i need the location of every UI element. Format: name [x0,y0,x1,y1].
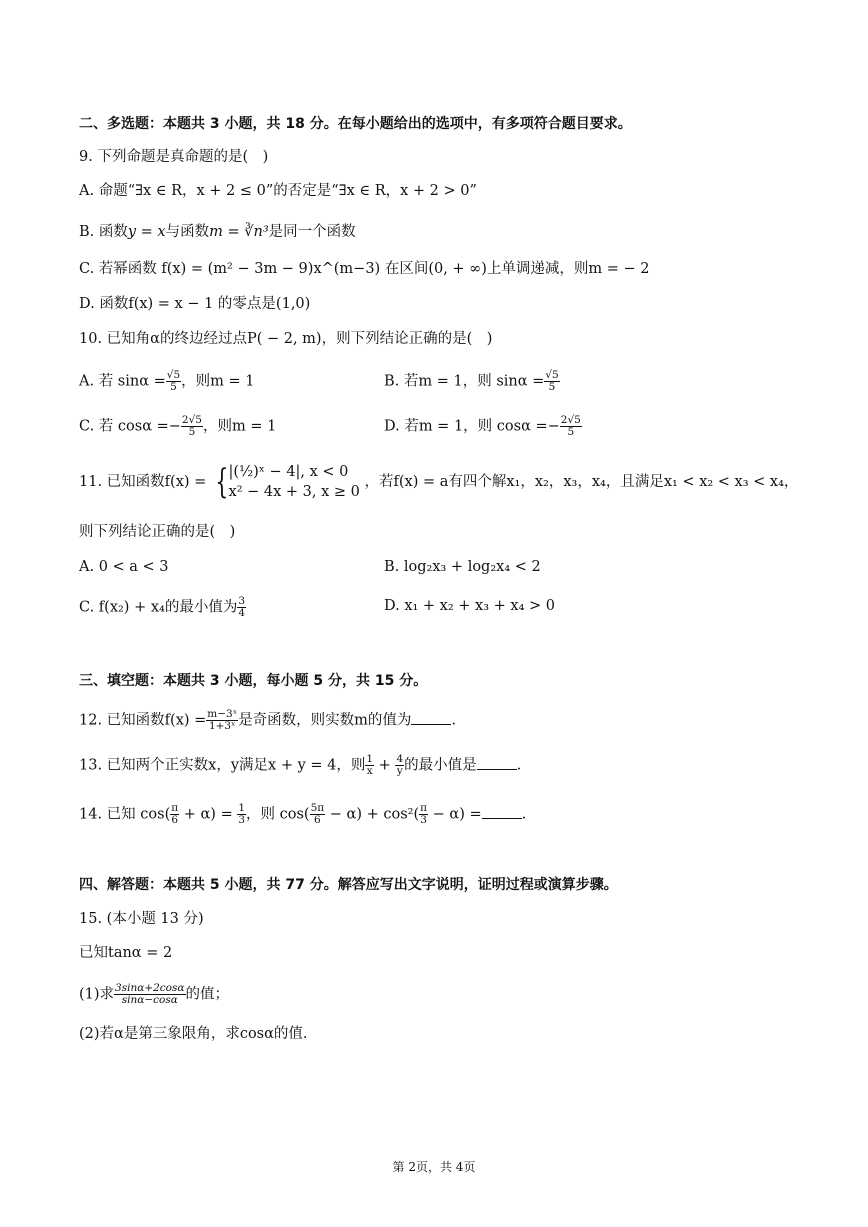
q13-fraction-2 [395,754,404,777]
q11-option-d: D. x₁ + x₂ + x₃ + x₄ > 0 [384,598,555,614]
q14-f4-num: π [420,802,428,814]
q14-end: . [521,806,527,823]
q11-option-b: B. log₂x₃ + log₂x₄ < 2 [384,559,541,575]
q13-f2-num: 4 [396,753,404,765]
q14-f1-den: 6 [171,814,179,826]
q15-p1-num: 3sinα+2cosα [115,982,185,994]
q11-option-c [79,596,246,619]
q11-stem-line2: 则下列结论正确的是( ) [79,524,236,540]
q10-d-fraction [560,415,582,438]
q10-a-post: ，则m = 1 [181,373,255,390]
q10-c-pre: C. 若 cosα =− [79,418,181,435]
q12-den: 1+3ˣ [208,720,236,732]
q11-c-num: 3 [238,595,246,607]
q10-a-pre: A. 若 sinα = [79,373,166,390]
q10-a-num: √5 [166,369,181,381]
q14-f3-num: 5π [310,802,325,814]
q12-num: m−3ˣ [207,708,238,720]
q10-option-d [384,415,582,438]
q13-answer-blank[interactable] [477,757,517,770]
q12-end: . [451,712,457,729]
q13-f1-num: 1 [366,753,374,765]
q13-plus: + [378,757,391,774]
q14-fraction-2 [237,803,246,826]
q12-post: 是奇函数，则实数m的值为 [238,712,412,729]
q10-b-fraction [544,370,559,393]
q10-d-num: 2√5 [560,414,581,426]
q15-p1-pre: (1)求 [79,986,115,1003]
q13-post: 的最小值是 [404,757,477,774]
q11-case1: |(½)ˣ − 4|, x < 0 [228,464,349,480]
q14 [79,803,526,826]
q13-f2-den: y [396,765,403,777]
q14-mid2: ，则 cos( [246,806,310,823]
section-answer-header: 四、解答题：本题共 5 小题，共 77 分。解答应写出文字说明，证明过程或演算步骤。 [79,877,618,893]
q14-fraction-3 [310,803,326,826]
q10-c-post: ，则m = 1 [202,418,277,435]
q10-option-c [79,415,276,438]
q11-brace: { [215,462,229,502]
q9-b-eq2: m = ∛n³ [209,224,269,240]
q14-fraction-4 [419,803,428,826]
q11-c-fraction [237,596,246,619]
q12-fraction [206,709,238,732]
q14-pre: 14. 已知 cos( [79,806,171,823]
q13-end: . [516,757,522,774]
q14-f2-den: 3 [238,814,246,826]
q15-p1-post: 的值； [185,986,229,1003]
q11-stem-pre: 11. 已知函数f(x) = [79,474,207,490]
q13-f1-den: x [366,765,373,777]
q13-pre: 13. 已知两个正实数x，y满足x + y = 4，则 [79,757,366,774]
section-multiple-choice-header: 二、多选题：本题共 3 小题，共 18 分。在每小题给出的选项中，有多项符合题目要求。 [79,116,632,132]
q14-f2-num: 1 [238,802,246,814]
q9-b-mid: 与函数 [165,224,210,240]
q14-mid3: − α) + cos²( [329,806,420,823]
q9-option-b [79,222,356,242]
q11-stem [79,462,798,502]
q9-b-pre: B. 函数 [79,224,128,240]
q9-b-eq1: y = x [127,224,166,240]
q15-p1-fraction [114,983,185,1006]
q9-b-post: 是同一个函数 [268,224,356,240]
q10-b-pre: B. 若m = 1，则 sinα = [384,373,545,390]
q10-c-den: 5 [188,426,196,438]
q10-a-fraction [166,370,181,393]
q9-stem: 9. 下列命题是真命题的是( ) [79,149,269,165]
q10-stem: 10. 已知角α的终边经过点P( − 2, m)，则下列结论正确的是( ) [79,331,493,347]
q14-mid4: − α) = [432,806,482,823]
q11-case2: x² − 4x + 3, x ≥ 0 [228,484,360,500]
q12-pre: 12. 已知函数f(x) = [79,712,207,729]
q12-answer-blank[interactable] [411,712,451,725]
q15-p1-den: sinα−cosα [121,994,178,1006]
q15-title: 15. (本小题 13 分) [79,911,204,927]
q10-b-num: √5 [545,369,559,381]
q14-fraction-1 [170,803,179,826]
q10-c-num: 2√5 [181,414,202,426]
q10-option-b [384,370,560,393]
q9-option-a: A. 命题“∃x ∈ R，x + 2 ≤ 0”的否定是“∃x ∈ R，x + 2 > 0” [79,183,477,199]
page-footer: 第 2页，共 4页 [392,1160,476,1174]
q13 [79,754,521,777]
q14-answer-blank[interactable] [482,806,522,819]
q10-b-den: 5 [548,381,556,393]
q15-part1 [79,983,229,1006]
q14-f1-num: π [171,802,179,814]
q11-cases [229,462,360,502]
section-fill-blank-header: 三、填空题：本题共 3 小题，每小题 5 分，共 15 分。 [79,673,428,689]
q14-mid1: + α) = [183,806,233,823]
q10-d-pre: D. 若m = 1，则 cosα =− [384,418,560,435]
q10-a-den: 5 [170,381,177,393]
q15-given: 已知tanα = 2 [79,945,173,961]
q15-part2: (2)若α是第三象限角，求cosα的值. [79,1026,308,1042]
q10-d-den: 5 [567,426,575,438]
q14-f4-den: 3 [420,814,427,826]
q14-f3-den: 6 [314,814,321,826]
q11-stem-post: ，若f(x) = a有四个解x₁，x₂，x₃，x₄，且满足x₁ < x₂ < x₃ < x₄， [364,474,799,490]
q9-option-d: D. 函数f(x) = x − 1 的零点是(1,0) [79,296,311,312]
q11-c-pre: C. f(x₂) + x₄的最小值为 [79,599,238,616]
q12 [79,709,456,732]
q9-option-c: C. 若幂函数 f(x) = (m² − 3m − 9)x^(m−3) 在区间(0, + ∞)上单调递减，则m = − 2 [79,261,650,277]
q13-fraction-1 [365,754,374,777]
q10-option-a [79,370,255,393]
q11-c-den: 4 [238,607,246,619]
q10-c-fraction [181,415,203,438]
q11-option-a: A. 0 < a < 3 [79,559,169,575]
